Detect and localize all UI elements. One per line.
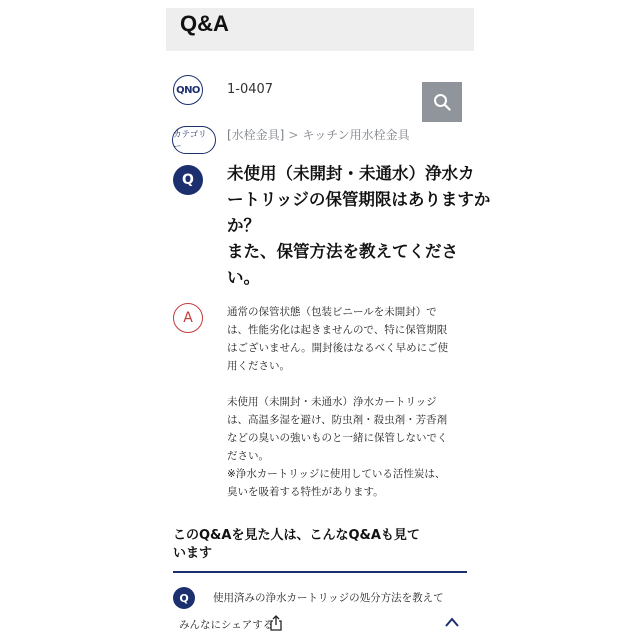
question-line: か？ (227, 216, 260, 235)
answer-line: 用ください。 (227, 360, 290, 372)
chevron-up-icon[interactable] (444, 616, 460, 628)
related-section-title (173, 527, 473, 563)
answer-text (227, 303, 475, 501)
answer-line: はございません。開封後はなるべく早めにご使 (227, 342, 449, 354)
question-text (227, 161, 491, 291)
question-line: ートリッジの保管期限はありますか (227, 190, 491, 209)
related-title-line: います (173, 546, 213, 561)
page-header (166, 8, 474, 51)
breadcrumb (227, 126, 410, 143)
share-label[interactable]: みんなにシェアする (179, 619, 274, 631)
answer-line: 通常の保管状態（包装ビニールを未開封）で (227, 306, 437, 318)
related-question-badge: Q (173, 587, 195, 609)
answer-line: は、性能劣化は起きませんので、特に保管期限 (227, 324, 448, 336)
answer-line: ※浄水カートリッジに使用している活性炭は、 (227, 468, 446, 480)
breadcrumb-category[interactable]: [水栓金具] (227, 128, 285, 142)
answer-badge: A (173, 303, 203, 333)
answer-line: は、高温多湿を避け、防虫剤・殺虫剤・芳香剤 (227, 414, 448, 426)
page-title: Q&A (180, 11, 229, 36)
category-badge: カテゴリー (172, 126, 216, 154)
question-line: また、保管方法を教えてくださ (227, 242, 458, 261)
answer-line: 未使用（未開封・未通水）浄水カートリッジ (227, 396, 437, 408)
paragraph-gap (227, 375, 475, 393)
breadcrumb-separator: > (288, 128, 299, 142)
share-icon[interactable] (269, 615, 283, 631)
related-question-link[interactable]: 使用済みの浄水カートリッジの処分方法を教えて (213, 592, 444, 604)
qno-value: 1-0407 (227, 82, 274, 97)
answer-line: 臭いを吸着する特性があります。 (227, 486, 384, 498)
share-bar (173, 612, 467, 634)
answer-line: ださい。 (227, 450, 269, 462)
breadcrumb-subcategory[interactable]: キッチン用水栓金具 (302, 128, 410, 142)
related-title-line: このQ&Aを見た人は、こんなQ&Aも見て (173, 528, 420, 543)
question-badge: Q (173, 165, 203, 195)
question-line: 未使用（未開封・未通水）浄水カ (227, 164, 475, 183)
section-divider (173, 571, 467, 573)
question-line: い。 (227, 268, 260, 287)
search-icon (433, 93, 451, 111)
answer-line: などの臭いの強いものと一緒に保管しないでく (227, 432, 448, 444)
search-button[interactable] (422, 82, 462, 122)
qno-badge: QNO (173, 75, 203, 105)
